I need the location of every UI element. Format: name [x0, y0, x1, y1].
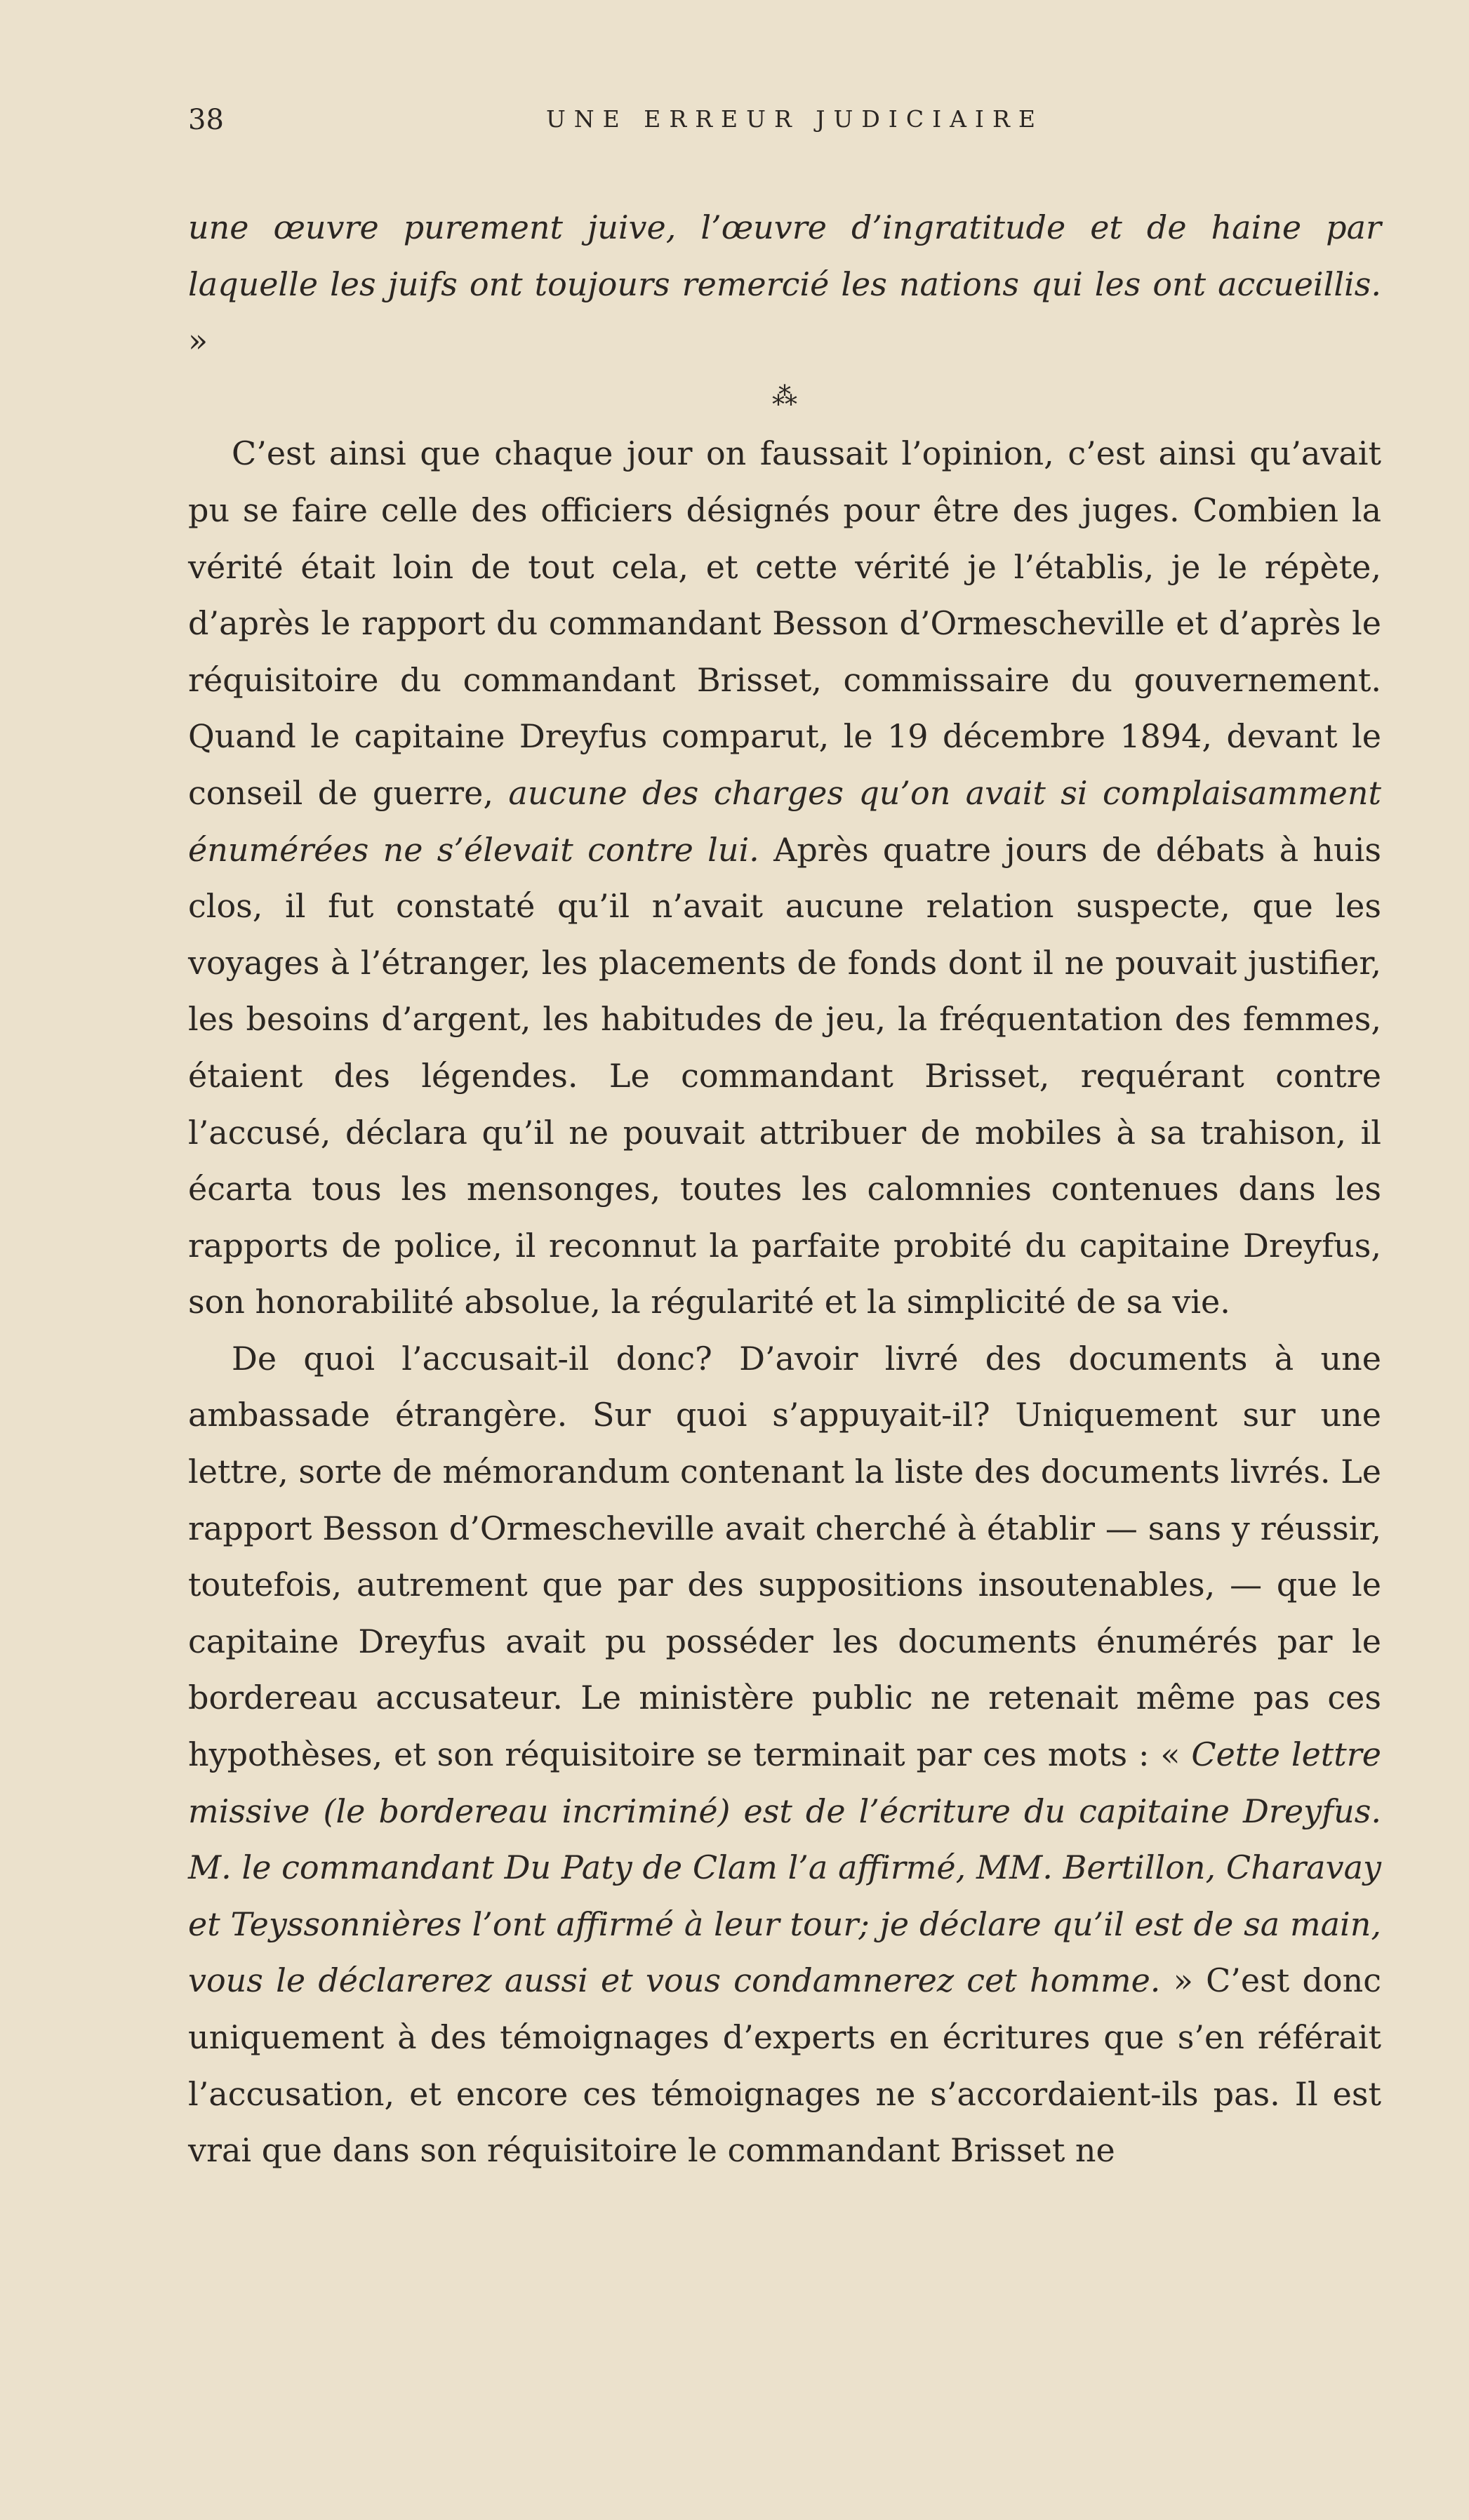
accusation-paragraph	[188, 1331, 1381, 2179]
opinion-text-2: Après quatre jours de débats à huis clos, il fut constaté qu’il n’avait aucune relation suspecte, que les voyages à l’étranger, les placements de fonds dont il ne pouvait justifier, les besoins d’argent, les habitudes de jeu, la fréquentation des femmes, étaient des légendes. Le commandant Brisset, requérant contre l’accusé, déclara qu’il ne pouvait attribuer de mobiles à sa trahison, il écarta tous les mensonges, toutes les calomnies contenues dans les rapports de police, il reconnut la parfaite probité du capitaine Dreyfus, son honorabilité absolue, la régularité et la simplicité de sa vie.	[188, 830, 1381, 1321]
accusation-text-1: De quoi l’accusait-il donc? D’avoir livré des documents à une ambassade étrangère. Sur quoi s’appuyait-il? Uniquement sur une lettre, sorte de mémorandum contenant la liste des documents livrés. Le rapport Besson d’Ormescheville avait cherché à établir — sans y réussir, toutefois, autrement que par des suppositions insoutenables, — que le capitaine Dreyfus avait pu posséder les documents énumérés par le bordereau accusateur. Le ministère public ne retenait même pas ces hypothèses, et son réquisitoire se terminait par ces mots : «	[188, 1339, 1381, 1774]
quote-close: »	[188, 321, 208, 360]
accusation-text-2: » C’est donc uniquement à des témoignages d’experts en écritures que s’en référait l’accusation, et encore ces témoignages ne s’accordaient-ils pas. Il est vrai que dans son réquisitoire le commandant Brisset ne	[188, 1961, 1381, 2170]
page-header	[188, 104, 1381, 146]
opinion-italic: aucune des charges qu’on avait si complaisamment énumérées ne s’élevait contre lui.	[188, 773, 1381, 869]
accusation-italic: Cette lettre missive (le bordereau incriminé) est de l’écriture du capitaine Dreyfus. M. le commandant Du Paty de Clam l’a affirmé, MM. Bertillon, Charavay et Teyssonnières l’ont affirmé à leur tour; je déclare qu’il est de sa main, vous le déclarerez aussi et vous condamnerez cet homme.	[188, 1735, 1381, 2000]
running-title: UNE ERREUR JUDICIAIRE	[546, 105, 1044, 133]
opinion-text-1: C’est ainsi que chaque jour on faussait l’opinion, c’est ainsi qu’avait pu se faire celle des officiers désignés pour être des juges. Combien la vérité était loin de tout cela, et cette vérité je l’établis, je le répète, d’après le rapport du commandant Besson d’Ormescheville et d’après le réquisitoire du commandant Brisset, commissaire du gouvernement. Quand le capitaine Dreyfus comparut, le 19 décembre 1894, devant le conseil de guerre,	[188, 434, 1381, 812]
opinion-paragraph	[188, 425, 1381, 1331]
quote-italic: une œuvre purement juive, l’œuvre d’ingratitude et de haine par laquelle les juifs ont toujours remercié les nations qui les ont accueillis.	[188, 208, 1381, 303]
page-number: 38	[188, 104, 224, 136]
section-separator: ⁂	[772, 382, 797, 411]
quote-paragraph	[188, 199, 1381, 369]
body-text	[188, 199, 1381, 2179]
